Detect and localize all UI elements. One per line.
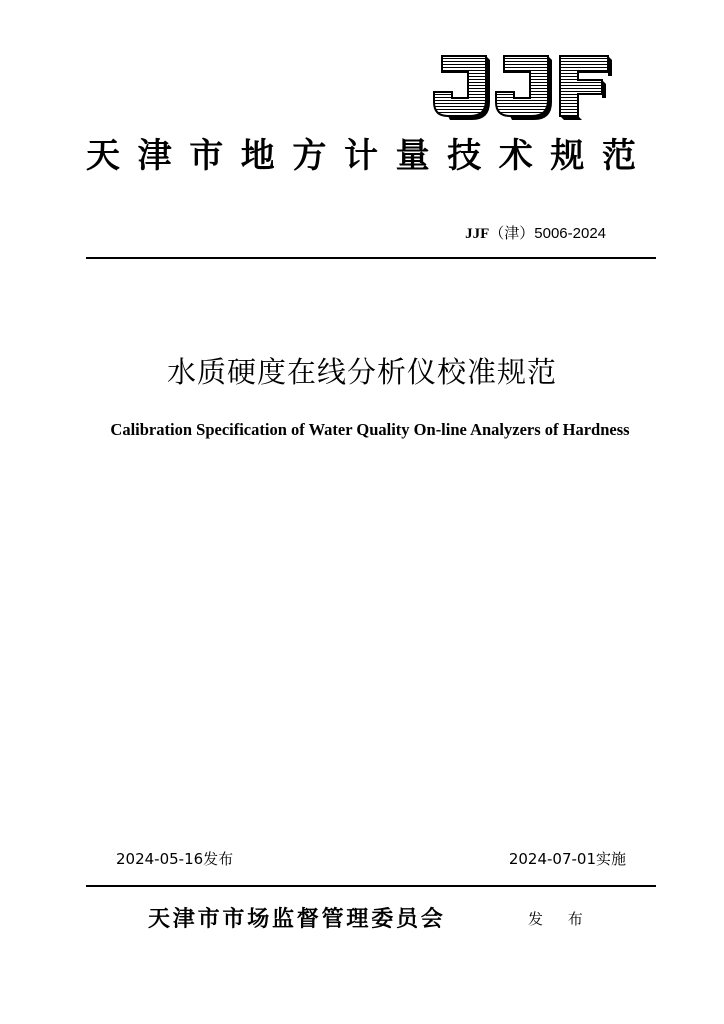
publisher-name: 天津市市场监督管理委员会 <box>148 906 446 932</box>
publish-label: 发 布 <box>528 910 593 928</box>
jjf-logo <box>430 52 615 120</box>
document-title-english: Calibration Specification of Water Quality On-line Analyzers of Hardness <box>110 420 630 439</box>
effective-date: 2024-07-01实施 <box>508 850 626 868</box>
series-title: 天津市地方计量技术规范 <box>86 136 654 176</box>
document-number-prefix: JJF <box>465 226 490 242</box>
document-number-code: （津）5006-2024 <box>489 225 606 242</box>
issue-date: 2024-05-16发布 <box>116 850 234 868</box>
document-title-chinese: 水质硬度在线分析仪校准规范 <box>166 355 557 389</box>
bottom-divider <box>86 885 656 887</box>
document-number <box>465 222 606 243</box>
jjf-logo-graphic <box>430 52 615 120</box>
top-divider <box>86 257 656 259</box>
